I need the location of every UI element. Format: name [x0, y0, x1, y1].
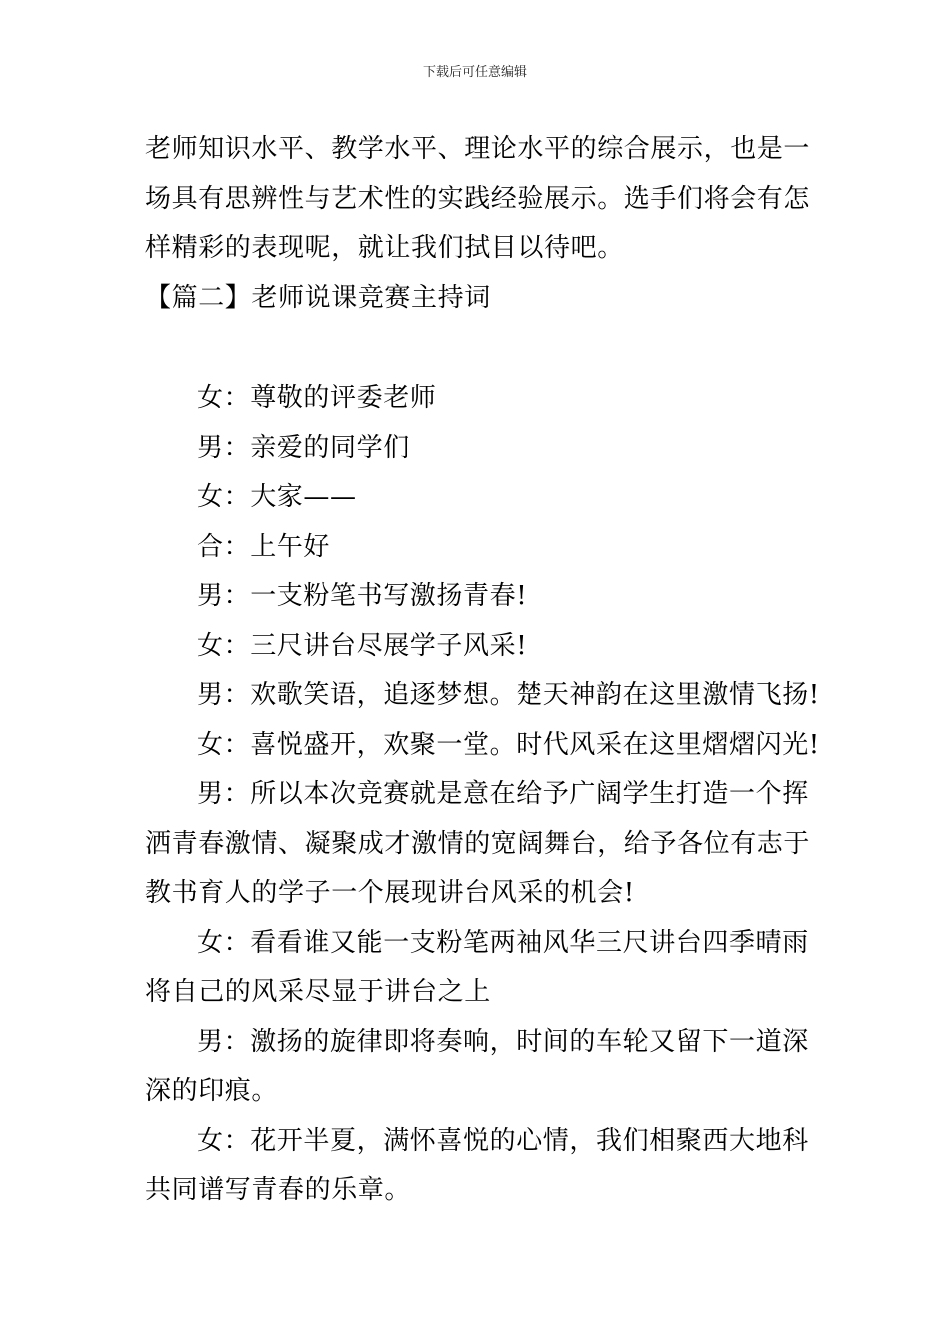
script-line: 男：激扬的旋律即将奏响，时间的车轮又留下一道深 — [197, 1026, 809, 1057]
page-header-note: 下载后可任意编辑 — [422, 65, 527, 80]
script-line: 男：亲爱的同学们 — [197, 432, 410, 463]
script-line: 男：欢歌笑语，追逐梦想。楚天神韵在这里激情飞扬! — [197, 680, 820, 710]
host-script — [145, 374, 820, 1216]
script-paragraph — [145, 1018, 807, 1117]
script-paragraph — [145, 770, 811, 919]
text-line: 场具有思辨性与艺术性的实践经验展示。选手们将会有怎 — [145, 183, 811, 214]
script-line: 女：三尺讲台尽展学子风采! — [197, 630, 528, 661]
document-body — [145, 125, 820, 1216]
section-heading: 【篇二】老师说课竞赛主持词 — [145, 282, 491, 313]
script-line: 女：尊敬的评委老师 — [197, 383, 437, 413]
script-line: 男：所以本次竞赛就是意在给予广阔学生打造一个挥 — [197, 779, 809, 809]
text-line: 样精彩的表现呢，就让我们拭目以待吧。 — [145, 233, 624, 263]
script-line: 将自己的风采尽显于讲台之上 — [145, 977, 491, 1007]
script-line: 男：一支粉笔书写激扬青春! — [197, 581, 528, 611]
script-line: 女：花开半夏，满怀喜悦的心情，我们相聚西大地科 — [197, 1125, 809, 1156]
script-line: 合：上午好 — [197, 531, 331, 562]
script-paragraph — [145, 919, 807, 1018]
script-line: 深的印痕。 — [145, 1076, 279, 1106]
script-paragraph — [145, 1117, 807, 1216]
script-line: 女：大家—— — [197, 482, 357, 512]
intro-paragraph — [145, 125, 811, 274]
script-line: 洒青春激情、凝聚成才激情的宽阔舞台，给予各位有志于 — [145, 828, 811, 859]
script-line: 女：喜悦盛开，欢聚一堂。时代风采在这里熠熠闪光! — [197, 729, 820, 760]
text-line: 老师知识水平、教学水平、理论水平的综合展示，也是一 — [145, 134, 811, 164]
script-line: 共同谱写青春的乐章。 — [145, 1175, 412, 1205]
script-line: 教书育人的学子一个展现讲台风采的机会! — [145, 878, 635, 908]
script-line: 女：看看谁又能一支粉笔两袖风华三尺讲台四季晴雨 — [197, 927, 809, 958]
blank-line — [145, 323, 807, 374]
